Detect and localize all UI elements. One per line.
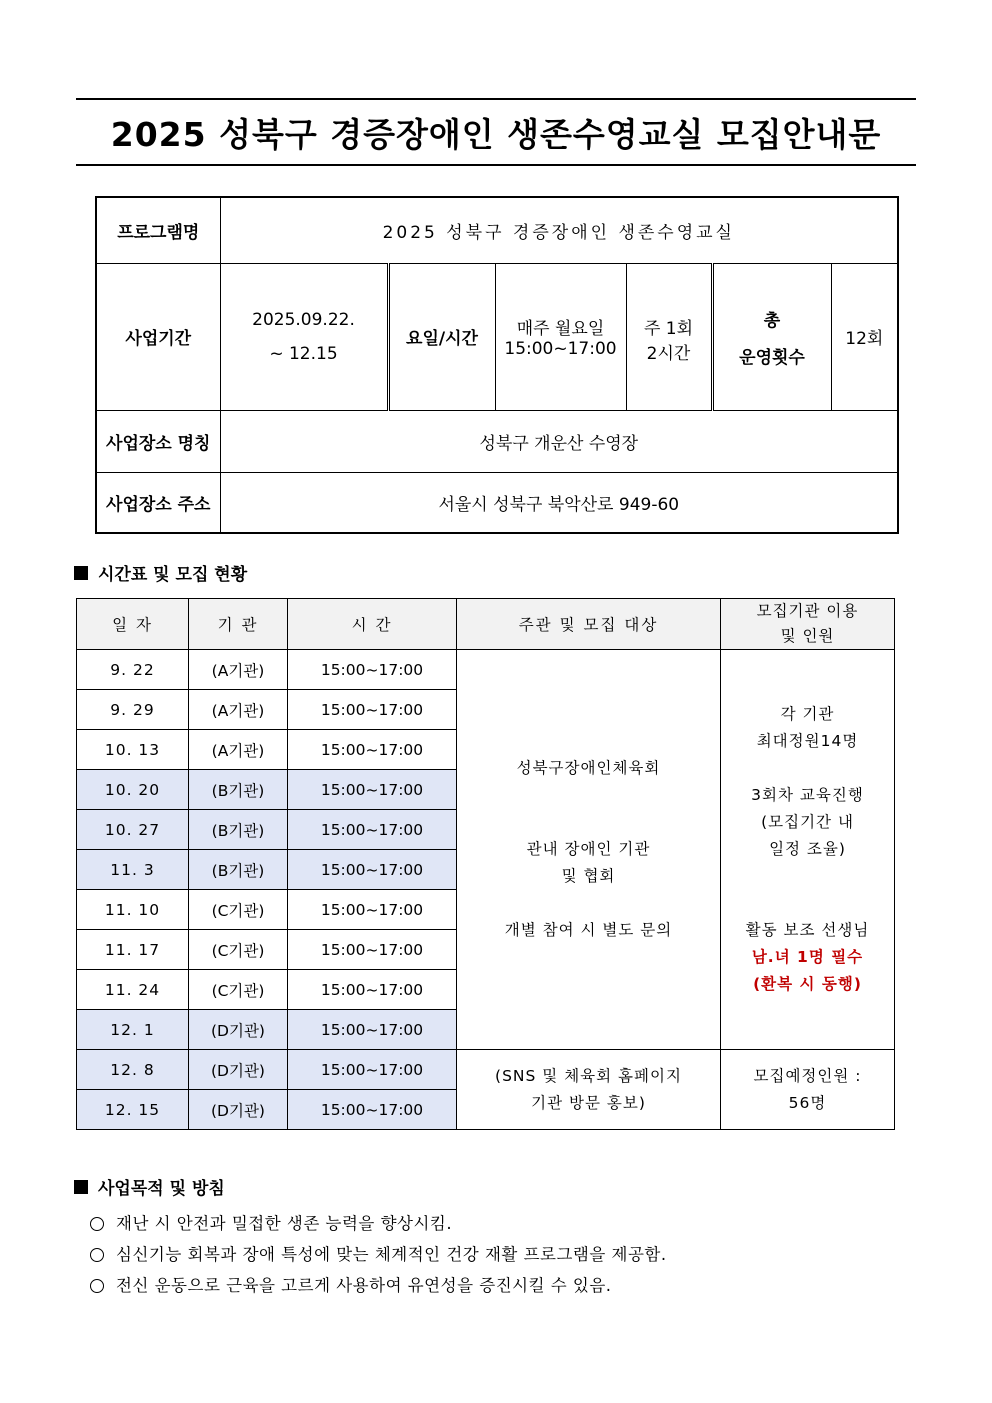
frequency-line1: 주 1회: [643, 318, 694, 339]
row-time: 15:00~17:00: [288, 890, 457, 930]
row-time: 15:00~17:00: [288, 730, 457, 770]
program-info-table: [95, 196, 899, 534]
row-date: 11. 10: [77, 890, 189, 930]
row-date: 11. 24: [77, 970, 189, 1010]
row-org: (D기관): [189, 1050, 288, 1090]
address-label: 사업장소 주소: [96, 472, 220, 533]
list-item: [90, 1270, 667, 1301]
row-date: 11. 17: [77, 930, 189, 970]
total-label-line1: 총: [763, 310, 781, 331]
list-item: [90, 1239, 667, 1270]
frequency-value: [626, 263, 712, 410]
row-date: 11. 3: [77, 850, 189, 890]
row-time: 15:00~17:00: [288, 1010, 457, 1050]
schedule-table: [76, 598, 895, 1130]
row-org: (B기관): [189, 850, 288, 890]
day-time-line1: 매주 월요일: [516, 319, 605, 339]
usage-line5: 일정 조율): [769, 840, 846, 858]
row-org: (A기관): [189, 730, 288, 770]
header-usage: [721, 599, 895, 650]
row-time: 15:00~17:00: [288, 1090, 457, 1130]
total-sessions-value: 12회: [831, 263, 898, 410]
total-label-line2: 운영횟수: [739, 347, 805, 368]
usage-line3: 3회차 교육진행: [751, 786, 864, 804]
table-row: [77, 1050, 895, 1090]
quota-cell: [721, 1050, 895, 1130]
list-item: [90, 1208, 667, 1239]
host-line2: 관내 장애인 기관: [526, 840, 651, 858]
goals-section-heading: [74, 1174, 225, 1199]
row-org: (D기관): [189, 1090, 288, 1130]
goal-text: 심신기능 회복과 장애 특성에 맞는 체계적인 건강 재활 프로그램을 제공함.: [116, 1245, 667, 1264]
total-sessions-label: [712, 263, 831, 410]
header-host: 주관 및 모집 대상: [457, 599, 721, 650]
usage-line6: 활동 보조 선생님: [745, 921, 870, 939]
row-org: (C기관): [189, 890, 288, 930]
period-label: 사업기간: [96, 263, 220, 410]
header-org: 기 관: [189, 599, 288, 650]
day-time-label: 요일/시간: [388, 263, 495, 410]
row-date: 12. 1: [77, 1010, 189, 1050]
usage-line2: 최대정원14명: [756, 732, 859, 750]
schedule-header-row: [77, 599, 895, 650]
usage-cell: [721, 650, 895, 1050]
venue-label: 사업장소 명칭: [96, 410, 220, 472]
square-bullet-icon: [74, 566, 88, 580]
quota-line1: 모집예정인원 :: [753, 1066, 862, 1085]
row-time: 15:00~17:00: [288, 930, 457, 970]
row-org: (B기관): [189, 810, 288, 850]
row-org: (D기관): [189, 1010, 288, 1050]
page-title: 2025 성북구 경증장애인 생존수영교실 모집안내문: [110, 114, 882, 154]
row-time: 15:00~17:00: [288, 770, 457, 810]
venue-name: 성북구 개운산 수영장: [220, 410, 898, 472]
goals-list: [90, 1208, 667, 1301]
period-end: ~ 12.15: [269, 343, 338, 364]
square-bullet-icon: [74, 1180, 88, 1194]
program-name: 2025 성북구 경증장애인 생존수영교실: [220, 197, 898, 263]
usage-line4: (모집기간 내: [761, 813, 854, 831]
row-date: 10. 20: [77, 770, 189, 810]
promo-line1: (SNS 및 체육회 홈페이지: [495, 1066, 682, 1085]
frequency-line2: 2시간: [646, 343, 691, 364]
circle-bullet-icon: [90, 1279, 104, 1293]
goal-text: 전신 운동으로 근육을 고르게 사용하여 유연성을 증진시킬 수 있음.: [116, 1276, 612, 1295]
row-time: 15:00~17:00: [288, 690, 457, 730]
header-time: 시 간: [288, 599, 457, 650]
host-line3: 및 협회: [561, 867, 616, 885]
host-line4: 개별 참여 시 별도 문의: [504, 921, 673, 939]
row-org: (A기관): [189, 650, 288, 690]
row-date: 10. 13: [77, 730, 189, 770]
day-time-value: [495, 263, 626, 410]
goal-text: 재난 시 안전과 밀접한 생존 능력을 향상시킴.: [116, 1214, 453, 1233]
row-date: 9. 22: [77, 650, 189, 690]
row-time: 15:00~17:00: [288, 1050, 457, 1090]
day-time-line2: 15:00~17:00: [504, 339, 617, 359]
host-line1: 성북구장애인체육회: [516, 759, 661, 777]
header-date: 일 자: [77, 599, 189, 650]
row-date: 9. 29: [77, 690, 189, 730]
address-value: 서울시 성북구 북악산로 949-60: [220, 472, 898, 533]
row-org: (C기관): [189, 930, 288, 970]
schedule-section-heading: [74, 560, 247, 585]
row-date: 12. 8: [77, 1050, 189, 1090]
title-box: [76, 98, 916, 166]
row-time: 15:00~17:00: [288, 970, 457, 1010]
row-org: (C기관): [189, 970, 288, 1010]
period-value: [220, 263, 388, 410]
row-org: (A기관): [189, 690, 288, 730]
header-usage-line2: 및 인원: [780, 627, 835, 645]
period-start: 2025.09.22.: [252, 309, 355, 330]
row-date: 10. 27: [77, 810, 189, 850]
table-row: [77, 650, 895, 690]
usage-line1: 각 기관: [780, 705, 835, 723]
circle-bullet-icon: [90, 1248, 104, 1262]
row-time: 15:00~17:00: [288, 810, 457, 850]
promo-cell: [457, 1050, 721, 1130]
row-date: 12. 15: [77, 1090, 189, 1130]
usage-line7: 남.녀 1명 필수: [751, 948, 864, 966]
program-name-label: 프로그램명: [96, 197, 220, 263]
goals-section-title: 사업목적 및 방침: [98, 1179, 225, 1199]
circle-bullet-icon: [90, 1217, 104, 1231]
promo-line2: 기관 방문 홍보): [531, 1093, 646, 1112]
row-time: 15:00~17:00: [288, 850, 457, 890]
quota-line2: 56명: [788, 1093, 827, 1112]
header-usage-line1: 모집기관 이용: [756, 602, 859, 620]
host-target-cell: [457, 650, 721, 1050]
usage-line8: (환복 시 동행): [753, 975, 862, 993]
row-time: 15:00~17:00: [288, 650, 457, 690]
row-org: (B기관): [189, 770, 288, 810]
schedule-section-title: 시간표 및 모집 현황: [98, 565, 248, 585]
